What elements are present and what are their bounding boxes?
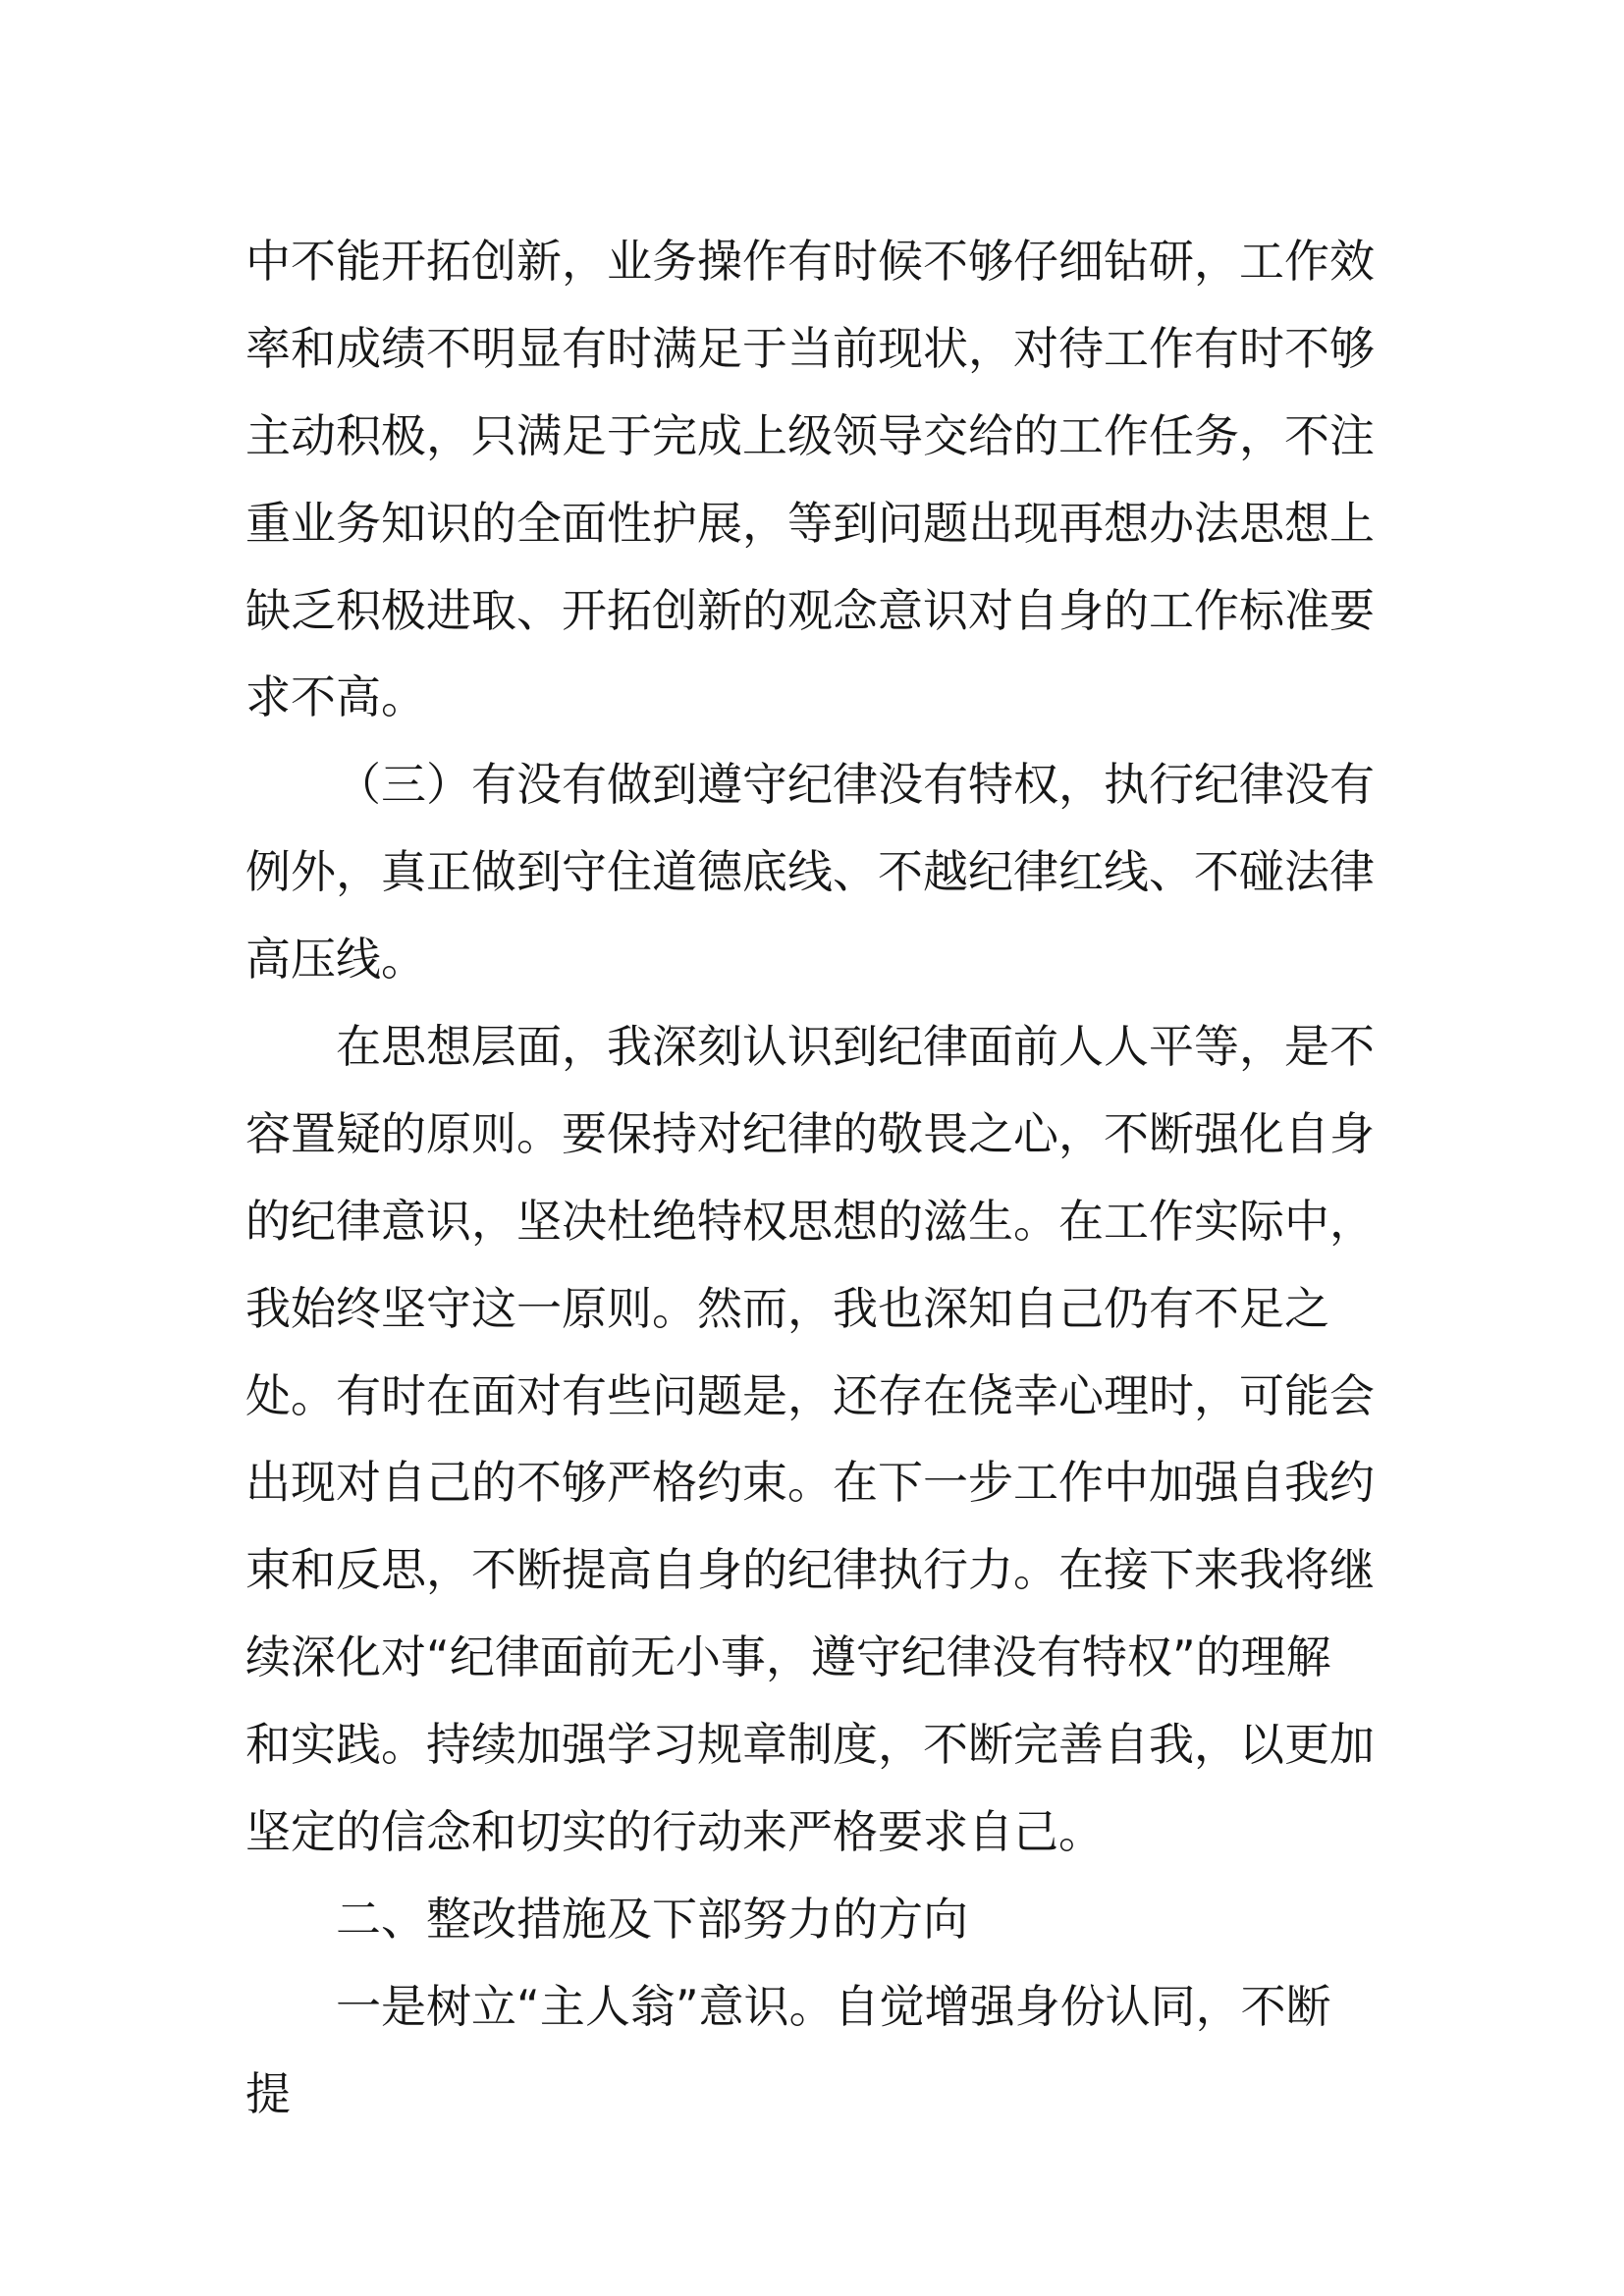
text-line: 高压线。 (245, 933, 426, 987)
paragraph-start: 一是树立“主人翁”意识。自觉增强身份认同，不断 (336, 1979, 1331, 2033)
text-line: 处。有时在面对有些问题是，还存在侥幸心理时，可能会 (245, 1368, 1375, 1422)
text-line: 续深化对“纪律面前无小事，遵守纪律没有特权”的理解 (245, 1630, 1331, 1684)
text-line: 坚定的信念和切实的行动来严格要求自己。 (245, 1805, 1104, 1859)
text-line: 求不高。 (245, 670, 426, 724)
text-line: 重业务知识的全面性护展，等到问题出现再想办法思想上 (245, 496, 1375, 550)
text-line: 率和成绩不明显有时满足于当前现状，对待工作有时不够 (245, 321, 1375, 375)
section-heading: （三）有没有做到遵守纪律没有特权，执行纪律没有 (336, 758, 1375, 812)
text-line: 提 (245, 2066, 291, 2120)
text-line: 中不能开拓创新，业务操作有时候不够仔细钻研，工作效 (245, 235, 1375, 288)
text-line: 缺乏积极进取、开拓创新的观念意识对自身的工作标准要 (245, 583, 1375, 637)
text-line: 我始终坚守这一原则。然而，我也深知自己仍有不足之 (245, 1281, 1329, 1335)
text-line: 和实践。持续加强学习规章制度，不断完善自我，以更加 (245, 1718, 1375, 1772)
text-line: 出现对自己的不够严格约束。在下一步工作中加强自我约 (245, 1456, 1375, 1510)
text-line: 的纪律意识，坚决杜绝特权思想的滋生。在工作实际中， (245, 1194, 1375, 1248)
document-body (245, 218, 1375, 2138)
text-line: 容置疑的原则。要保持对纪律的敬畏之心，不断强化自身 (245, 1106, 1375, 1160)
text-line: 主动积极，只满足于完成上级领导交给的工作任务，不注 (245, 408, 1375, 462)
text-line: 束和反思，不断提高自身的纪律执行力。在接下来我将继 (245, 1543, 1375, 1597)
section-heading: 二、整改措施及下部努力的方向 (336, 1892, 968, 1946)
paragraph-start: 在思想层面，我深刻认识到纪律面前人人平等，是不 (336, 1020, 1375, 1074)
text-line: 例外，真正做到守住道德底线、不越纪律红线、不碰法律 (245, 845, 1375, 899)
